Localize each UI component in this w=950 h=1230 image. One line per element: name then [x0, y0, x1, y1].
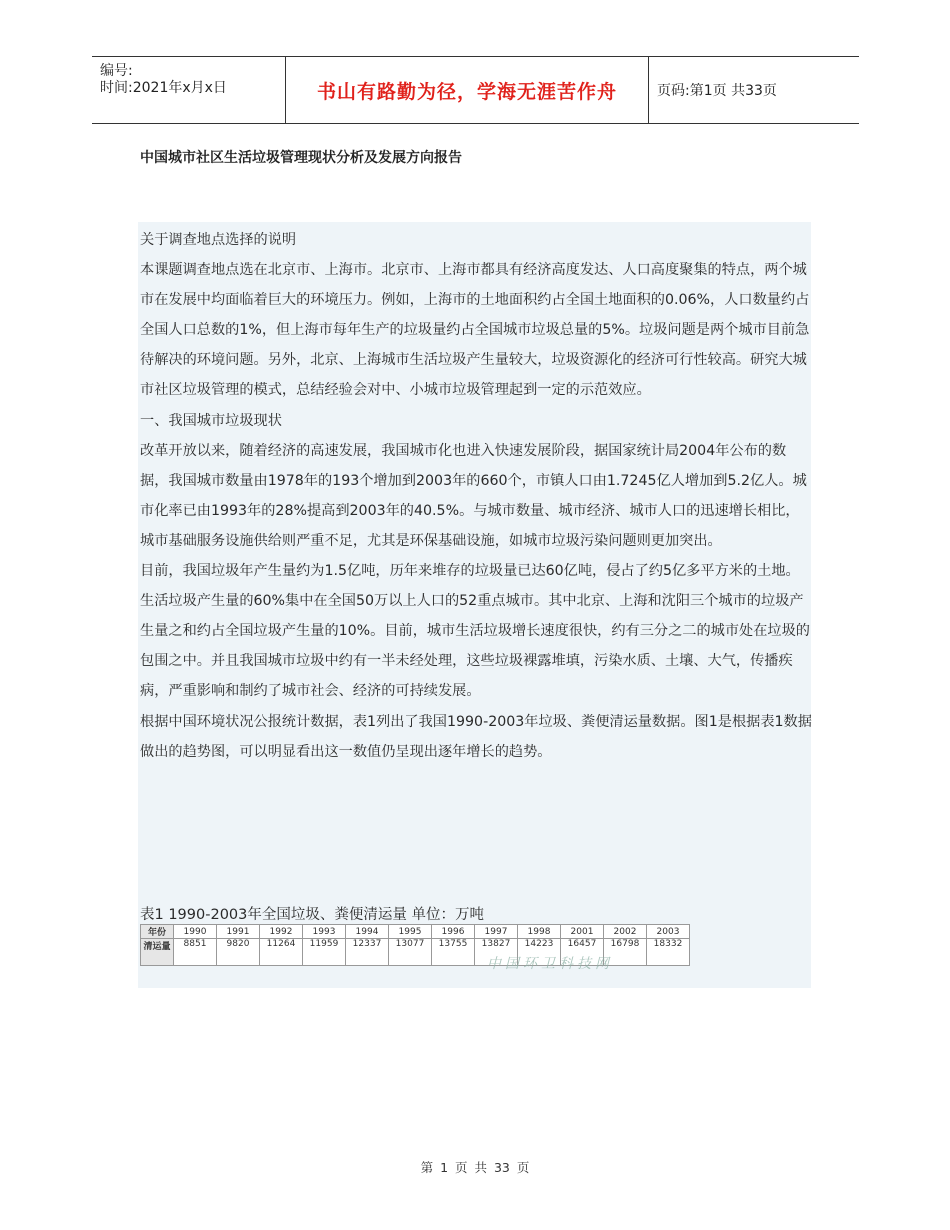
table-caption: 表1 1990-2003年全国垃圾、粪便清运量 单位：万吨: [140, 907, 484, 923]
table-header-volume: 清运量: [141, 939, 174, 966]
paragraph: 根据中国环境状况公报统计数据，表1列出了我国1990-2003年垃圾、粪便清运量数据。图1是根据表1数据做出的趋势图，可以明显看出这一数值仍呈现出逐年增长的趋势。: [140, 713, 812, 760]
table-cell-value: 16798: [604, 939, 647, 966]
table-cell-value: 14223: [518, 939, 561, 966]
document-body: [140, 225, 812, 767]
table-cell-year: 1996: [432, 925, 475, 939]
section-heading: 一、我国城市垃圾现状: [140, 412, 282, 429]
watermark: 中国环卫科技网: [487, 956, 613, 972]
table-cell-value: 18332: [647, 939, 690, 966]
table-cell-value: 13827: [475, 939, 518, 966]
table-cell-value: 13755: [432, 939, 475, 966]
table-cell-value: 11264: [260, 939, 303, 966]
page-footer: 第 1 页 共 33 页: [420, 1160, 530, 1175]
table-cell-year: 2001: [561, 925, 604, 939]
table-cell-year: 2002: [604, 925, 647, 939]
table-cell-value: 16457: [561, 939, 604, 966]
table-row-years: [141, 925, 690, 939]
number-label: 编号:: [100, 63, 133, 79]
table-cell-value: 13077: [389, 939, 432, 966]
motto: 书山有路勤为径，学海无涯苦作舟: [285, 57, 649, 123]
table-header-year: 年份: [141, 925, 174, 939]
table-cell-value: 8851: [174, 939, 217, 966]
table-cell-year: 1991: [217, 925, 260, 939]
table-cell-year: 1993: [303, 925, 346, 939]
table-cell-year: 2003: [647, 925, 690, 939]
table-cell-year: 1994: [346, 925, 389, 939]
table-cell-value: 12337: [346, 939, 389, 966]
table-cell-year: 1990: [174, 925, 217, 939]
header-table: [92, 56, 859, 124]
table-cell-value: 11959: [303, 939, 346, 966]
document-title: 中国城市社区生活垃圾管理现状分析及发展方向报告: [140, 150, 462, 166]
paragraph: 改革开放以来，随着经济的高速发展，我国城市化也进入快速发展阶段，据国家统计局2004年公布的数据，我国城市数量由1978年的193个增加到2003年的660个，市镇人口由1.7245亿人增加到5.2亿人。城市化率已由1993年的28%提高到2003年的40.5%。与城市数量、城市经济、城市人口的迅速增长相比，城市基础服务设施供给则严重不足，尤其是环保基础设施，如城市垃圾污染问题则更加突出。: [140, 442, 807, 549]
paragraph: 本课题调查地点选在北京市、上海市。北京市、上海市都具有经济高度发达、人口高度聚集的特点，两个城市在发展中均面临着巨大的环境压力。例如，上海市的土地面积约占全国土地面积的0.06%，人口数量约占全国人口总数的1%，但上海市每年生产的垃圾量约占全国城市垃圾总量的5%。垃圾问题是两个城市目前急待解决的环境问题。另外，北京、上海城市生活垃圾产生量较大，垃圾资源化的经济可行性较高。研究大城市社区垃圾管理的模式，总结经验会对中、小城市垃圾管理起到一定的示范效应。: [140, 262, 810, 399]
table-cell-year: 1997: [475, 925, 518, 939]
table-cell-year: 1995: [389, 925, 432, 939]
table-cell-year: 1998: [518, 925, 561, 939]
page-label: 页码:第1页 共33页: [657, 83, 777, 99]
table-cell-year: 1992: [260, 925, 303, 939]
time-label: 时间:2021年x月x日: [100, 80, 227, 96]
paragraph-intro-heading: 关于调查地点选择的说明: [140, 232, 297, 248]
header-left-cell: [92, 57, 285, 123]
table-cell-value: 9820: [217, 939, 260, 966]
paragraph: 目前，我国垃圾年产生量约为1.5亿吨，历年来堆存的垃圾量已达60亿吨，侵占了约5亿多平方米的土地。生活垃圾产生量的60%集中在全国50万以上人口的52重点城市。其中北京、上海和沈阳三个城市的垃圾产生量之和约占全国垃圾产生量的10%。目前，城市生活垃圾增长速度很快，约有三分之二的城市处在垃圾的包围之中。并且我国城市垃圾中约有一半未经处理，这些垃圾裸露堆填，污染水质、土壤、大气，传播疾病，严重影响和制约了城市社会、经济的可持续发展。: [140, 563, 810, 700]
